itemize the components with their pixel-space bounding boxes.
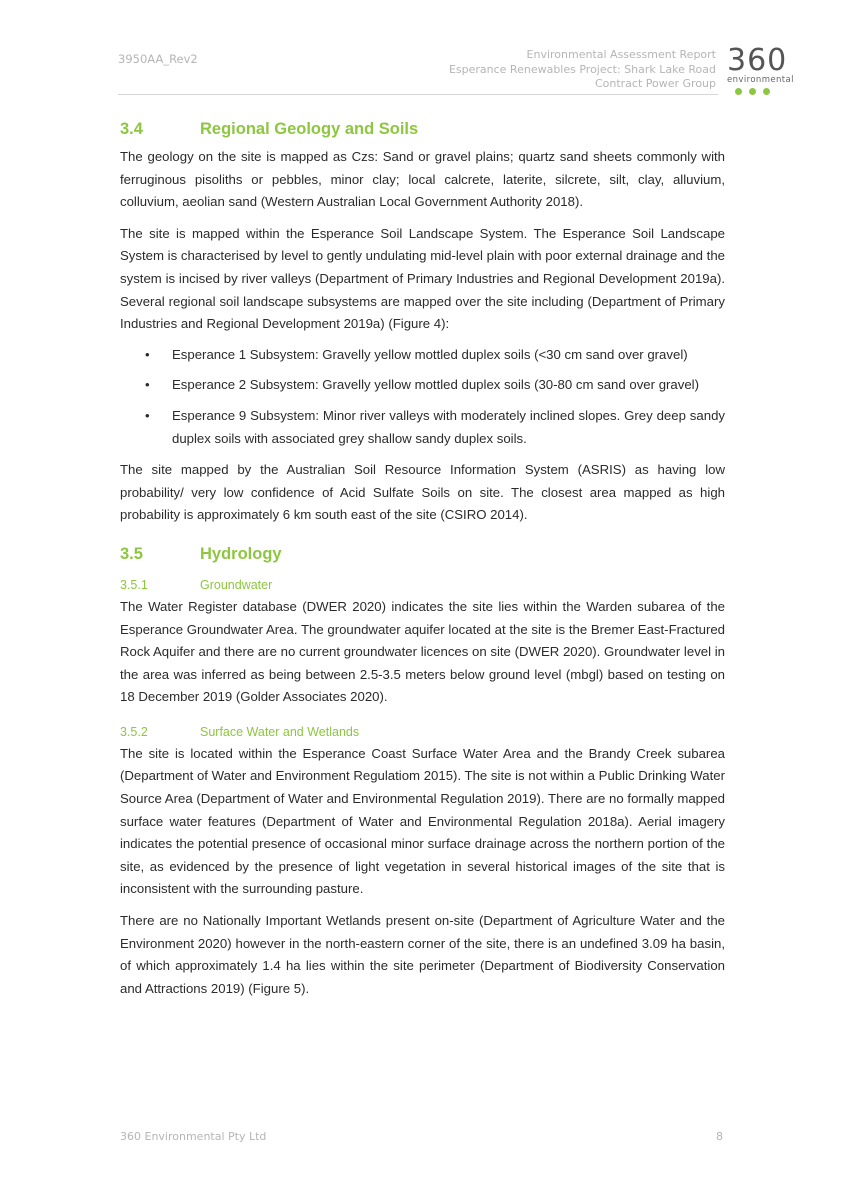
subsection-title: Groundwater: [200, 577, 273, 592]
section-title: Regional Geology and Soils: [200, 120, 419, 138]
page-number: 8: [716, 1130, 723, 1143]
subsection-number: 3.5.2: [120, 724, 148, 739]
report-title: Environmental Assessment Report: [526, 48, 716, 61]
paragraph: The geology on the site is mapped as Czs: Sand or gravel plains; quartz sand sheets commonly with ferruginous pisoliths or pebbles, minor clay; local calcrete, laterite, silcrete, silt, clay, alluvium, colluvium, aeolian sand (Western Australian Local Government Authority 2018).: [120, 149, 725, 210]
paragraph: There are no Nationally Important Wetlands present on-site (Department of Agriculture Water and the Environment 2020) however in the north-eastern corner of the site, there is an undefined 3.09 ha basin, of which approximately 1.4 ha lies within the site perimeter (Department of Biodiversity Conservation and Attractions 2019) (Figure 5).: [120, 913, 725, 996]
paragraph: The site is located within the Esperance Coast Surface Water Area and the Brandy Creek subarea (Department of Water and Environment Regulatiom 2015). The site is not within a Public Drinking Water Source Area (Department of Water and Environmental Regulation 2019). There are no formally mapped surface water features (Department of Water and Environmental Regulation 2018a). Aerial imagery indicates the potential presence of occasional minor surface drainage across the northern portion of the site, as evidenced by the presence of light vegetation in several historical images of the site that is inconsistent with the surrounding pasture.: [120, 745, 725, 897]
section-title: Hydrology: [200, 544, 282, 563]
project-name: Esperance Renewables Project: Shark Lake Road: [448, 62, 716, 76]
list-item: • Esperance 2 Subsystem: Gravelly yellow mottled duplex soils (30-80 cm sand over gravel): [145, 377, 699, 393]
company-logo: [727, 43, 803, 98]
logo-number: 360: [727, 43, 788, 78]
header-divider: [118, 94, 718, 95]
paragraph: The Water Register database (DWER 2020) indicates the site lies within the Warden subarea of the Esperance Groundwater Area. The groundwater aquifer located at the site is the Bremer East-Fractured Rock Aquifer and there are no current groundwater licences on site (DWER 2020). Groundwater level in the area was inferred as being between 2.5-3.5 meters below ground level (mbgl) based on testing on 18 December 2019 (Golder Associates 2020).: [120, 598, 725, 705]
logo-word: environmental: [727, 75, 794, 85]
subsection-number: 3.5.1: [120, 577, 148, 592]
subsection-heading-3-5-1: [120, 578, 725, 592]
list-item: • Esperance 9 Subsystem: Minor river valleys with moderately inclined slopes. Grey deep sandy duplex soils with associated grey shallow sandy duplex soils.: [145, 407, 725, 446]
main-content: [120, 120, 725, 1000]
subsection-heading-3-5-2: [120, 725, 725, 739]
footer-company: 360 Environmental Pty Ltd: [120, 1130, 267, 1143]
paragraph: The site is mapped within the Esperance Soil Landscape System. The Esperance Soil Landscape System is characterised by level to gently undulating mid-level plain with poor external drainage and the system is incised by river valleys (Department of Primary Industries and Regional Development 2019a). Several regional soil landscape subsystems are mapped over the site including (Department of Primary Industries and Regional Development 2019a) (Figure 4):: [120, 225, 725, 332]
subsection-title: Surface Water and Wetlands: [200, 724, 360, 739]
list-item: • Esperance 1 Subsystem: Gravelly yellow mottled duplex soils (<30 cm sand over gravel): [145, 346, 688, 362]
section-number: 3.4: [120, 120, 143, 138]
document-id: 3950AA_Rev2: [118, 52, 198, 66]
logo-dots: [727, 88, 803, 95]
section-heading-3-5: [120, 545, 725, 564]
client-name: Contract Power Group: [594, 77, 716, 90]
section-heading-3-4: [120, 120, 725, 139]
report-header: [449, 48, 716, 92]
section-number: 3.5: [120, 544, 143, 563]
paragraph: The site mapped by the Australian Soil Resource Information System (ASRIS) as having low probability/ very low confidence of Acid Sulfate Soils on site. The closest area mapped as high probability is approximately 6 km south east of the site (CSIRO 2014).: [120, 462, 725, 523]
subsystem-list: [120, 344, 725, 450]
